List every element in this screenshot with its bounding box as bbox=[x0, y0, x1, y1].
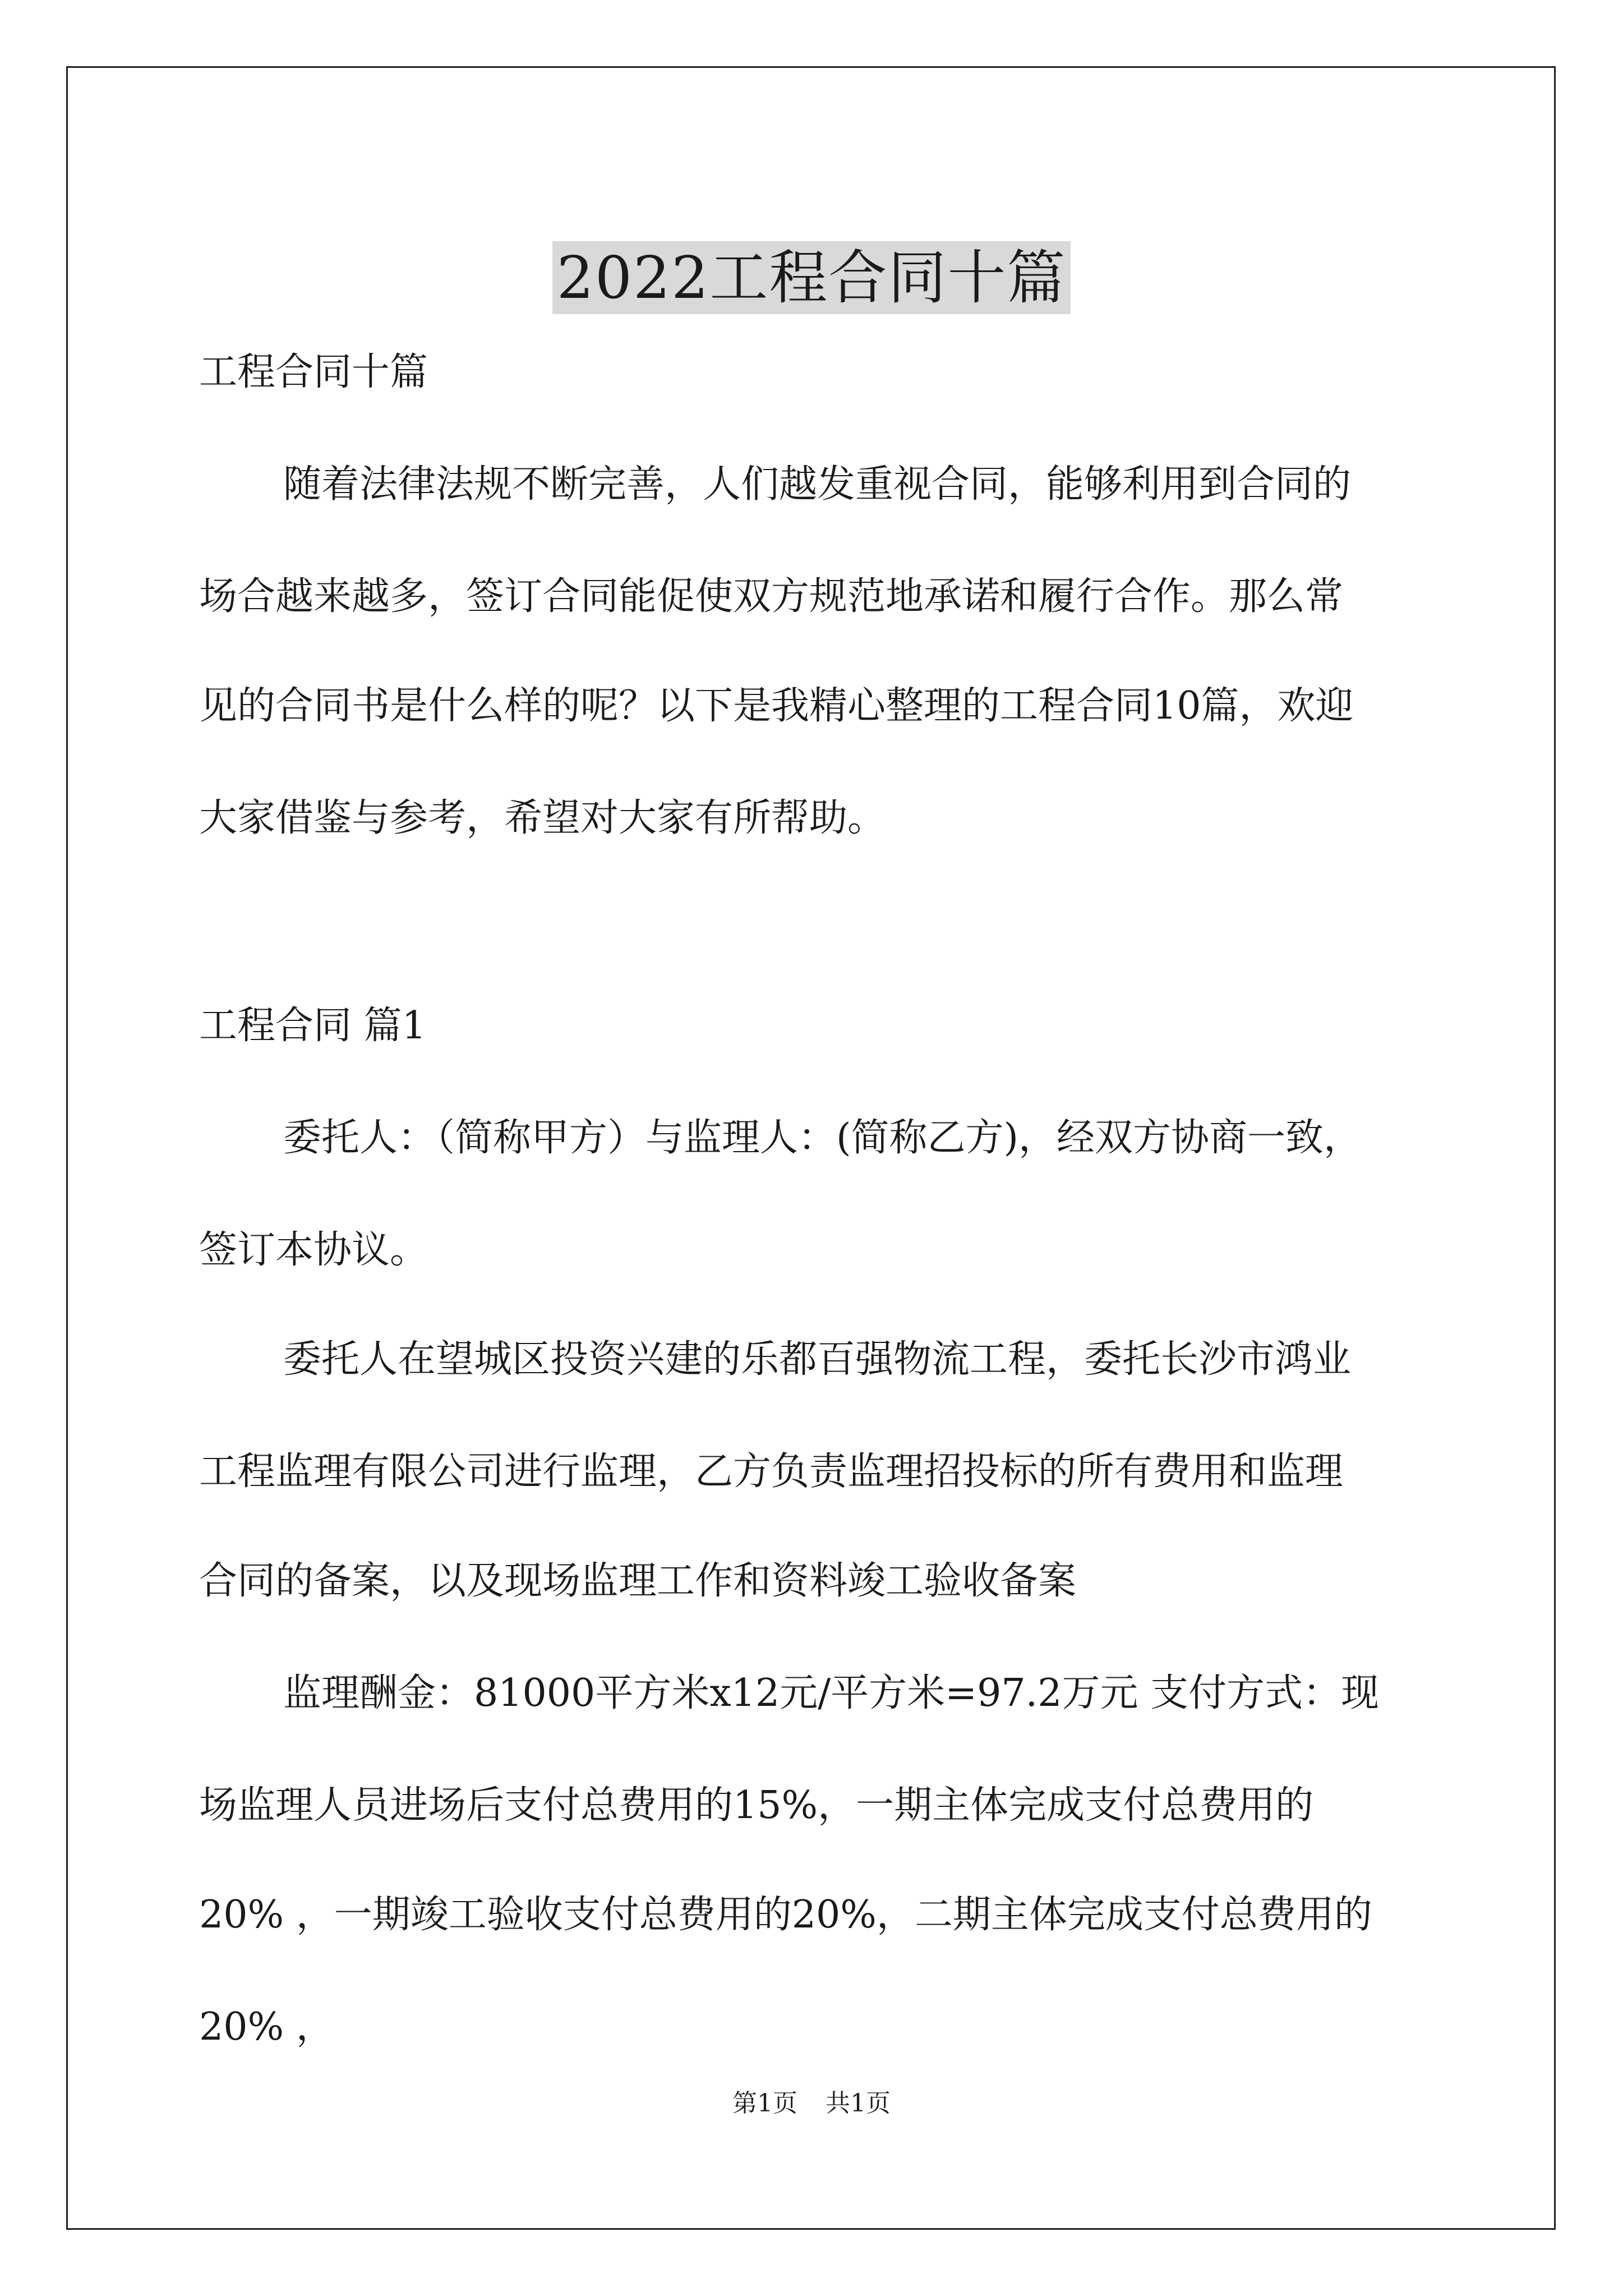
intro-line: 见的合同书是什么样的呢？以下是我精心整理的工程合同10篇，欢迎 bbox=[199, 684, 1354, 728]
page-total: 共1页 bbox=[826, 2089, 891, 2118]
section-heading: 工程合同 篇1 bbox=[199, 1004, 426, 1048]
page-footer bbox=[0, 2087, 1623, 2120]
paragraph-line: 20% ， bbox=[199, 2005, 334, 2049]
intro-line: 场合越来越多，签订合同能促使双方规范地承诺和履行合作。那么常 bbox=[199, 574, 1344, 619]
paragraph-line: 合同的备案，以及现场监理工作和资料竣工验收备案 bbox=[199, 1559, 1077, 1603]
title-container bbox=[0, 202, 1623, 353]
intro-line: 随着法律法规不断完善，人们越发重视合同，能够利用到合同的 bbox=[283, 462, 1352, 507]
paragraph-line: 委托人在望城区投资兴建的乐都百强物流工程，委托长沙市鸿业 bbox=[283, 1337, 1352, 1382]
paragraph-line: 签订本协议。 bbox=[199, 1228, 428, 1272]
paragraph-line: 监理酬金：81000平方米x12元/平方米=97.2万元 支付方式：现 bbox=[283, 1671, 1380, 1715]
paragraph-line: 委托人：（简称甲方）与监理人：(简称乙方)，经双方协商一致， bbox=[283, 1116, 1362, 1160]
paragraph-line: 场监理人员进场后支付总费用的15%，一期主体完成支付总费用的 bbox=[199, 1783, 1314, 1828]
intro-line: 大家借鉴与参考，希望对大家有所帮助。 bbox=[199, 796, 886, 840]
paragraph-line: 20% ，一期竣工验收支付总费用的20%，二期主体完成支付总费用的 bbox=[199, 1893, 1372, 1937]
section-heading: 工程合同十篇 bbox=[199, 350, 428, 394]
paragraph-line: 工程监理有限公司进行监理，乙方负责监理招投标的所有费用和监理 bbox=[199, 1450, 1344, 1494]
page-number: 第1页 bbox=[732, 2089, 797, 2118]
document-title: 2022工程合同十篇 bbox=[552, 241, 1071, 314]
